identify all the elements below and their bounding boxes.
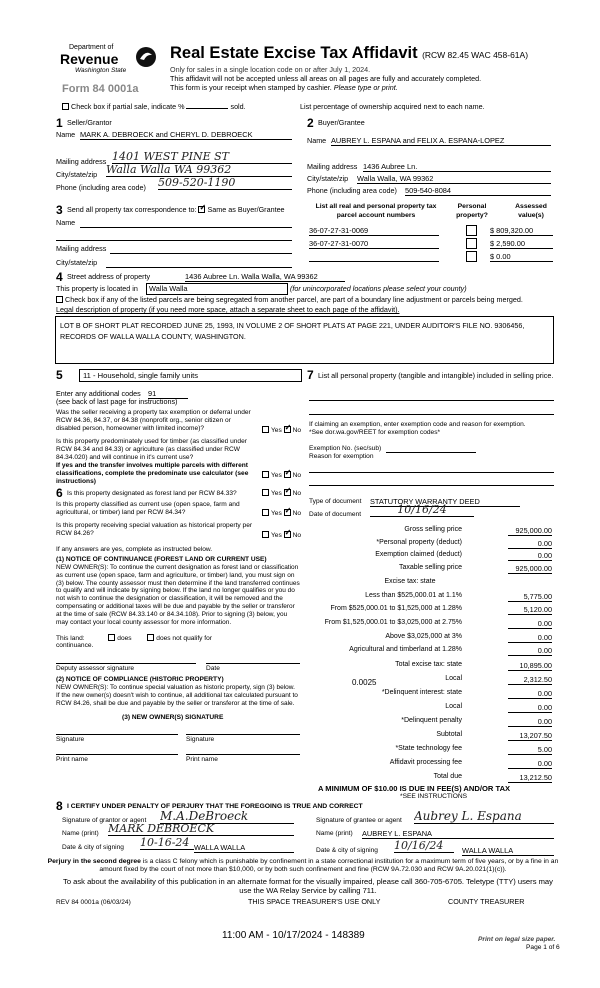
alt-format-note: To ask about the availability of this publication in an alternate format for the visually impaired, please call 360-705-6705. Teletype (TTY) users may use the WA Relay Service by calling 711. xyxy=(63,877,553,895)
section-5-number: 5 xyxy=(56,368,63,382)
owner-signature-2-label: Signature xyxy=(186,736,215,743)
section-1-number: 1 xyxy=(56,116,63,130)
calc-value-15[interactable]: 13,207.50 xyxy=(508,731,552,741)
section-3-label xyxy=(67,206,285,215)
title-text: Real Estate Excise Tax Affidavit xyxy=(170,44,418,62)
logo-state: Washington State xyxy=(75,67,127,74)
reason-line-1[interactable] xyxy=(309,472,554,473)
q-exemption-answer xyxy=(262,426,301,435)
deputy-date-label: Date xyxy=(206,665,220,672)
grantee-city[interactable]: WALLA WALLA xyxy=(462,846,554,856)
perjury-warning xyxy=(40,858,566,874)
calc-value-16[interactable]: 5.00 xyxy=(508,745,552,755)
calc-value-17[interactable]: 0.00 xyxy=(508,759,552,769)
corr-name-label: Name xyxy=(56,218,76,227)
legal-description: LOT B OF SHORT PLAT RECORDED JUNE 25, 1993, IN VOLUME 2 OF SHORT PLATS AT PAGE 221, UNDER AUDITOR'S FILE NO. 9306456, RECORDS OF WALLA WALLA COUNTY, WASHINGTON. xyxy=(60,321,525,341)
q-exemption-no-checkbox[interactable] xyxy=(284,426,291,433)
calc-value-18[interactable]: 13,212.50 xyxy=(508,773,552,783)
certify-statement: I CERTIFY UNDER PENALTY OF PERJURY THAT THE FOREGOING IS TRUE AND CORRECT xyxy=(67,803,363,810)
parcel-2-personal-checkbox[interactable] xyxy=(466,238,477,249)
seller-city-field[interactable]: Walla Walla WA 99362 xyxy=(106,163,292,177)
grantor-name-field[interactable]: MARK DEBROECK xyxy=(108,822,294,836)
q-current-use-yes-checkbox[interactable] xyxy=(262,509,269,516)
personal-property-line-2[interactable] xyxy=(309,414,554,415)
notice-1-heading: (1) NOTICE OF CONTINUANCE (FOREST LAND OR CURRENT USE) xyxy=(56,556,267,563)
parcel-1-number[interactable]: 36-07-27-31-0069 xyxy=(309,226,439,236)
doc-date-label: Date of document xyxy=(309,511,362,518)
located-label: This property is located in xyxy=(56,284,138,293)
partial-sale-label: Check box if partial sale, indicate % xyxy=(71,102,185,111)
reason-line-2[interactable] xyxy=(309,485,554,486)
receipt-stamp: 11:00 AM - 10/17/2024 - 148389 xyxy=(222,930,365,941)
correspondence-label: Send all property tax correspondence to: xyxy=(67,205,197,214)
calc-value-14[interactable]: 0.00 xyxy=(508,717,552,727)
calc-label-5: Less than $525,000.01 at 1.1% xyxy=(365,592,462,599)
owner-print-1-label: Print name xyxy=(56,756,88,763)
calc-label-9: Agricultural and timberland at 1.28% xyxy=(349,646,462,653)
grantor-date[interactable]: 10-16-24 xyxy=(140,836,194,850)
parcel-2-value-b[interactable]: $ 2,590.00 xyxy=(490,239,553,249)
continuance-label: continuance. xyxy=(56,642,94,649)
parcel-3-number[interactable] xyxy=(309,252,439,262)
calc-value-13[interactable]: 0.00 xyxy=(508,703,552,713)
segregate-label: Check box if any of the listed parcels are being segregated from another parcel, are part of a boundary line adjustment or parcels being merged. xyxy=(65,295,523,304)
parcel-3-personal-checkbox[interactable] xyxy=(466,251,477,262)
buyer-heading: Buyer/Grantee xyxy=(318,118,365,127)
legal-description-box[interactable] xyxy=(55,316,554,364)
calc-label-10: Total excise tax: state xyxy=(395,661,462,668)
section-2-number: 2 xyxy=(307,116,314,130)
parcel-header: List all real and personal property tax parcel account numbers xyxy=(315,203,437,219)
parcel-2-number[interactable]: 36-07-27-31-0070 xyxy=(309,239,439,249)
q-timber-answer xyxy=(262,471,301,480)
q-forest-no: No xyxy=(292,490,302,497)
grantee-signature-label: Signature of grantee or agent xyxy=(316,817,402,824)
wa-emblem-icon xyxy=(135,46,157,68)
perjury-bold: Perjury in the second degree xyxy=(47,858,141,865)
grantee-date-label: Date & city of signing xyxy=(316,847,378,854)
dor-logo xyxy=(55,44,165,88)
calc-label-14: *Delinquent penalty xyxy=(401,717,462,724)
personal-header: Personal property? xyxy=(456,203,488,219)
buyer-phone-label: Phone (including area code) xyxy=(307,186,397,195)
parcel-1-value[interactable]: $ 809,320.00 xyxy=(490,226,553,236)
parcel-2-value[interactable]: $ 0.00 xyxy=(490,252,553,262)
codes-field[interactable]: 91 xyxy=(148,389,188,399)
segregate-checkbox[interactable] xyxy=(56,296,63,303)
if-yes-note: If any answers are yes, complete as instructed below. xyxy=(56,546,213,553)
corr-extra-line[interactable] xyxy=(56,240,292,241)
header-note-3-text: This form is your receipt when stamped by cashier. xyxy=(170,83,332,92)
personal-property-line-1[interactable] xyxy=(309,400,554,401)
legal-paper-note: Print on legal size paper. xyxy=(478,936,556,943)
this-land-label: This land: xyxy=(56,635,85,642)
exemption-label: If claiming an exemption, enter exemption code and reason for exemption. *See dor.wa.gov/REET for exemption codes* xyxy=(309,421,526,436)
legal-label: Legal description of property (if you need more space, attach a separate sheet to each page of the affidavit). xyxy=(56,305,400,314)
q-current-use-yes: Yes xyxy=(271,510,282,517)
percent-note: List percentage of ownership acquired next to each name. xyxy=(300,102,485,111)
grantee-date[interactable]: 10/16/24 xyxy=(394,839,454,853)
q-exemption-no: No xyxy=(292,427,302,434)
located-select[interactable]: Walla Walla xyxy=(146,283,288,295)
seller-phone-label: Phone (including area code) xyxy=(56,183,146,192)
corr-mail-line[interactable] xyxy=(110,253,292,254)
q-exemption: Was the seller receiving a property tax exemption or deferral under RCW 84.36, 84.37, or 84.38 (nonprofit org., senior citizen or disabled person, homeowner with limited income)? xyxy=(56,409,251,432)
see-instructions: *SEE INSTRUCTIONS xyxy=(400,793,468,800)
calc-label-8: Above $3,025,000 at 3% xyxy=(385,633,462,640)
seller-mail-label: Mailing address xyxy=(56,157,107,166)
partial-percent-field[interactable] xyxy=(186,108,228,109)
land-does-label: does xyxy=(117,635,132,642)
local-rate: 0.0025 xyxy=(352,678,377,687)
partial-sale-row xyxy=(62,103,246,112)
logo-revenue: Revenue xyxy=(60,51,119,67)
partial-sold: sold. xyxy=(230,102,246,111)
seller-name-field[interactable]: MARK A. DEBROECK and CHERYL D. DEBROECK xyxy=(80,130,292,140)
q-timber-yes: Yes xyxy=(271,472,282,479)
rev-number: REV 84 0001a (06/03/24) xyxy=(56,899,131,906)
title-rcw: (RCW 82.45 WAC 458-61A) xyxy=(422,50,529,60)
q-current-use-no-checkbox[interactable] xyxy=(284,509,291,516)
calc-label-7: From $1,525,000.01 to $3,025,000 at 2.75% xyxy=(324,619,462,626)
calc-value-5[interactable]: 5,775.00 xyxy=(508,592,552,602)
minimum-due-note: A MINIMUM OF $10.00 IS DUE IN FEE(S) AND/OR TAX xyxy=(318,784,511,793)
reason-label: Reason for exemption xyxy=(309,453,374,460)
assessed-header: Assessed value(s) xyxy=(515,203,547,219)
corr-city-line[interactable] xyxy=(106,267,292,268)
treasurer-use: THIS SPACE TREASURER'S USE ONLY xyxy=(248,897,381,906)
notice-1-body: NEW OWNER(S): To continue the current designation as forest land or classification as current use (open space, farm and agriculture, or timber) land, you must sign on (3) below. The county assessor must then determine if the land transferred continues to qualify and will indicate by signing below. If the land no longer qualifies or you do not wish to continue the designation or classification, it will be removed and the compensating or additional taxes will be due and payable by the seller or transferor at the time of sale (RCW 84.33.140 or 84.34.108). Prior to signing (3) below, you may contact your local county assessor for more information. xyxy=(56,564,300,626)
calc-label-13: Local xyxy=(445,703,462,710)
doc-date-field[interactable]: 10/16/24 xyxy=(370,503,474,517)
calc-label-18: Total due xyxy=(433,773,462,780)
q-timber-no: No xyxy=(292,472,302,479)
calc-value-8[interactable]: 0.00 xyxy=(508,633,552,643)
seller-mail-field[interactable]: 1401 WEST PINE ST xyxy=(112,150,292,164)
partial-sale-checkbox[interactable] xyxy=(62,103,69,110)
q-forest-no-checkbox[interactable] xyxy=(284,489,291,496)
q-historic-yes: Yes xyxy=(271,532,282,539)
calc-value-0[interactable]: 925,000.00 xyxy=(508,526,552,536)
calc-value-9[interactable]: 0.00 xyxy=(508,646,552,656)
buyer-name-field[interactable]: AUBREY L. ESPANA and FELIX A. ESPANA-LOPEZ xyxy=(331,136,551,146)
same-as-buyer-label: Same as Buyer/Grantee xyxy=(207,205,285,214)
parcel-1-personal-checkbox[interactable] xyxy=(466,225,477,236)
header-note-1: Only for sales in a single location code on or after July 1, 2024. xyxy=(170,65,371,74)
q-timber: Is this property predominately used for timber (as classified under RCW 84.34 and 84.33) or agriculture (as classified under RCW 84.34.020) and will continue in it's current use? xyxy=(56,438,247,461)
calc-label-12: *Delinquent interest: state xyxy=(381,689,462,696)
q-forest-yes-checkbox[interactable] xyxy=(262,489,269,496)
calc-label-15: Subtotal xyxy=(436,731,462,738)
calc-label-6: From $525,000.01 to $1,525,000 at 1.28% xyxy=(330,605,462,612)
calc-label-3: Taxable selling price xyxy=(398,564,462,571)
corr-city-label: City/state/zip xyxy=(56,258,98,267)
perjury-text: is a class C felony which is punishable by confinement in a state correctional institution for a maximum term of five years, or by a fine in an amount fixed by the court of not more than $10,000, or by both such confinement and fine (RCW 9A.72.030 and RCW 9A.20.021(1)(c)). xyxy=(99,858,559,873)
form-number: Form 84 0001a xyxy=(62,83,139,95)
q-timber-note: If yes and the transfer involves multiple parcels with different classifications, complete the predominate use calculator (see instructions) xyxy=(56,462,249,485)
calc-value-10[interactable]: 10,895.00 xyxy=(508,661,552,671)
grantee-signature[interactable]: Aubrey L. Espana xyxy=(414,809,554,824)
calc-label-0: Gross selling price xyxy=(404,526,462,533)
buyer-mail-label: Mailing address xyxy=(307,162,358,171)
buyer-mail-field[interactable]: 1436 Aubree Ln. xyxy=(363,162,551,172)
section-8-number: 8 xyxy=(56,799,63,813)
same-as-buyer-checkbox[interactable] xyxy=(198,206,205,213)
logo-department: Department of xyxy=(69,44,114,51)
owner-print-2-label: Print name xyxy=(186,756,218,763)
notice-2-body: NEW OWNER(S): To continue special valuation as historic property, sign (3) below. If the new owner(s) doesn't wish to continue, all additional tax calculated pursuant to RCW 84.26, shall be due and payable by the seller or transferor at the time of sale. xyxy=(56,684,298,707)
q-forest: Is this property designated as forest land per RCW 84.33? xyxy=(67,490,237,497)
codes-label: Enter any additional codes xyxy=(56,389,141,398)
exemption-no-label: Exemption No. (sec/sub) xyxy=(309,445,382,452)
calc-value-3[interactable]: 925,000.00 xyxy=(508,564,552,574)
use-code-select[interactable]: 11 - Household, single family units xyxy=(79,369,302,382)
section-4-number: 4 xyxy=(56,270,63,284)
header-note-2: This affidavit will not be accepted unless all areas on all pages are fully and accurately completed. xyxy=(170,74,482,83)
seller-name-label: Name xyxy=(56,130,76,139)
section-7-number: 7 xyxy=(307,368,314,382)
personal-property-label: List all personal property (tangible and intangible) included in selling price. xyxy=(318,371,554,380)
doc-type-label: Type of document xyxy=(309,498,362,505)
header-note-3 xyxy=(170,84,398,93)
header-note-3-print: Please type or print. xyxy=(333,83,398,92)
owner-print-2-line[interactable] xyxy=(186,754,300,755)
q-current-use: Is this property classified as current use (open space, farm and agricultural, or timber) land per RCW 84.34? xyxy=(56,501,240,516)
grantor-signature[interactable]: M.A.DeBroeck xyxy=(160,809,294,824)
calc-value-12[interactable]: 0.00 xyxy=(508,689,552,699)
located-note: (for unincorporated locations please select your county) xyxy=(290,284,467,293)
owner-signature-1-line[interactable] xyxy=(56,734,178,735)
calc-label-1: *Personal property (deduct) xyxy=(376,539,462,546)
segregate-row xyxy=(56,296,523,305)
street-field[interactable]: 1436 Aubree Ln. Walla Walla, WA 99362 xyxy=(185,272,345,282)
exemption-no-line[interactable] xyxy=(386,452,476,453)
q-historic: Is this property receiving special valuation as historical property per RCW 84.26? xyxy=(56,522,253,537)
page-number: Page 1 of 6 xyxy=(526,944,560,951)
doc-type-field[interactable]: STATUTORY WARRANTY DEED xyxy=(370,497,520,507)
notice-3-heading: (3) NEW OWNER(S) SIGNATURE xyxy=(122,714,224,721)
calc-value-2[interactable]: 0.00 xyxy=(508,551,552,561)
calc-value-1[interactable]: 0.00 xyxy=(508,539,552,549)
section-6-number: 6 xyxy=(56,486,63,500)
grantor-date-label: Date & city of signing xyxy=(62,844,124,851)
deputy-signature-label: Deputy assessor signature xyxy=(56,665,135,672)
buyer-city-field[interactable]: Walla Walla, WA 99362 xyxy=(357,174,551,184)
grantee-name-field[interactable]: AUBREY L. ESPANA xyxy=(362,829,554,839)
calc-value-7[interactable]: 0.00 xyxy=(508,619,552,629)
calc-value-6[interactable]: 5,120.00 xyxy=(508,605,552,615)
street-label: Street address of property xyxy=(67,272,151,281)
owner-signature-1-label: Signature xyxy=(56,736,85,743)
section-3-number: 3 xyxy=(56,203,63,217)
calc-label-11: Local xyxy=(445,675,462,682)
q-current-use-no: No xyxy=(292,510,302,517)
q-exemption-yes: Yes xyxy=(271,427,282,434)
calc-label-17: Affidavit processing fee xyxy=(389,759,462,766)
notice-2-heading: (2) NOTICE OF COMPLIANCE (HISTORIC PROPERTY) xyxy=(56,676,224,683)
calc-label-16: *State technology fee xyxy=(395,745,462,752)
seller-phone-field[interactable]: 509-520-1190 xyxy=(158,176,292,190)
county-treasurer: COUNTY TREASURER xyxy=(448,897,525,906)
land-does-checkbox[interactable] xyxy=(108,634,115,641)
q-timber-yes-checkbox[interactable] xyxy=(262,471,269,478)
land-does-not-checkbox[interactable] xyxy=(147,634,154,641)
calc-value-11[interactable]: 2,312.50 xyxy=(508,675,552,685)
form-title xyxy=(170,44,528,63)
land-does-not-label: does not qualify for xyxy=(156,635,212,642)
buyer-name-label: Name xyxy=(307,136,327,145)
grantor-city[interactable]: WALLA WALLA xyxy=(194,843,294,853)
q-forest-yes: Yes xyxy=(271,490,282,497)
buyer-city-label: City/state/zip xyxy=(307,174,349,183)
owner-print-1-line[interactable] xyxy=(56,754,178,755)
buyer-phone-field[interactable]: 509-540-8084 xyxy=(405,186,551,196)
corr-name-line[interactable] xyxy=(80,227,292,228)
q-historic-no: No xyxy=(292,532,302,539)
q-exemption-yes-checkbox[interactable] xyxy=(262,426,269,433)
corr-mail-label: Mailing address xyxy=(56,244,107,253)
codes-see-back: (see back of last page for instructions) xyxy=(56,397,178,406)
calc-label-4: Excise tax: state xyxy=(384,578,436,585)
seller-city-label: City/state/zip xyxy=(56,170,98,179)
grantee-name-label: Name (print) xyxy=(316,830,353,837)
q-timber-no-checkbox[interactable] xyxy=(284,471,291,478)
q-forest-answer xyxy=(262,489,301,498)
grantor-signature-label: Signature of grantor or agent xyxy=(62,817,147,824)
calc-label-2: Exemption claimed (deduct) xyxy=(375,551,462,558)
grantor-name-label: Name (print) xyxy=(62,830,99,837)
seller-heading: Seller/Grantor xyxy=(67,118,112,127)
q-current-use-answer xyxy=(262,509,301,518)
